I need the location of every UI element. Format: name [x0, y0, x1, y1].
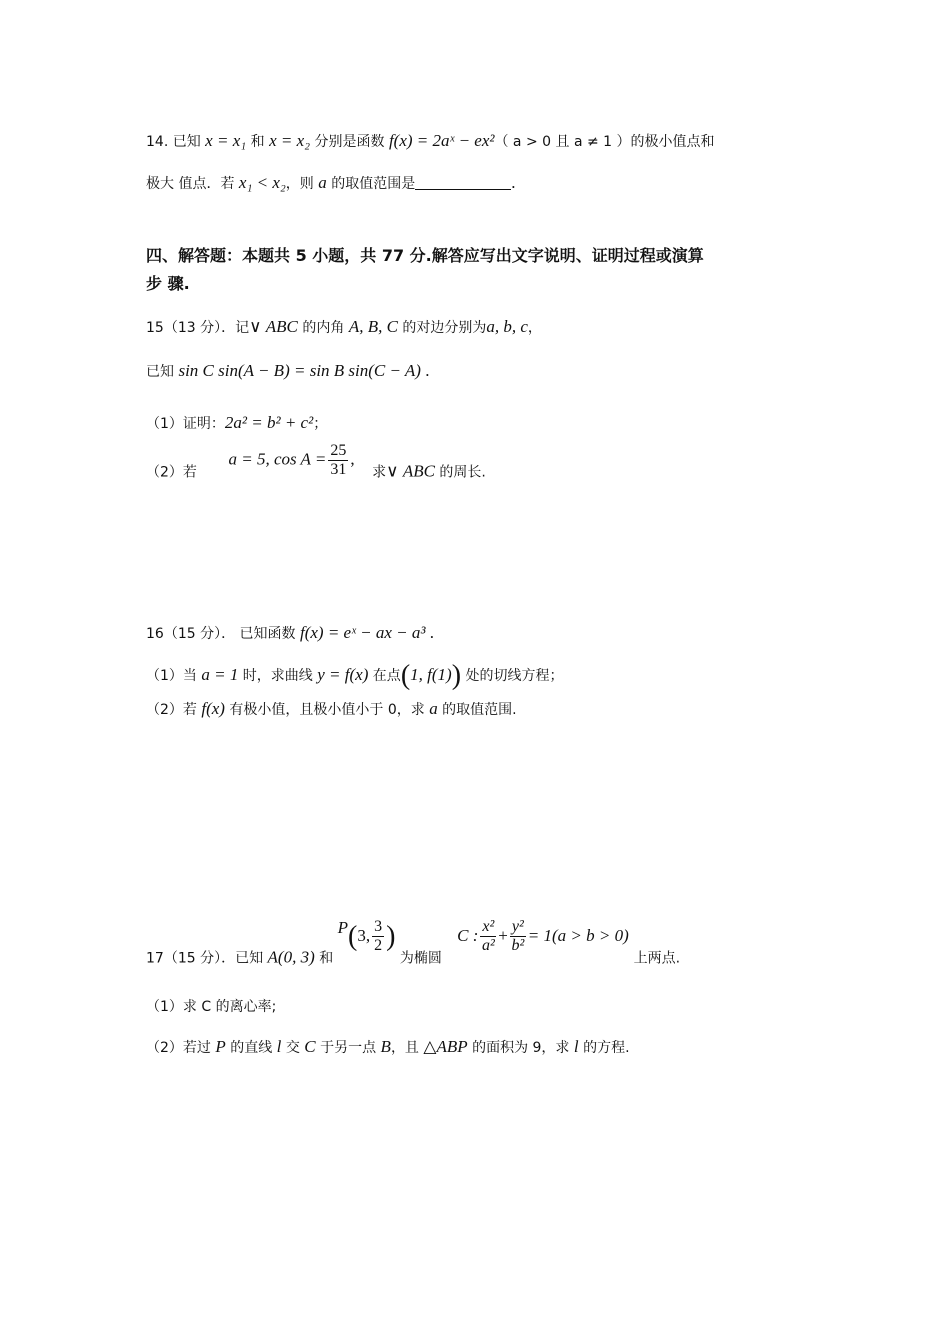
q15-given-equation: sin C sin(A − B) = sin B sin(C − A): [178, 361, 421, 380]
q15-part2-comma: ,: [350, 449, 355, 469]
q16-part1-end: 处的切线方程；: [461, 668, 564, 684]
q17-part2-mid5: 的面积为 9，求: [467, 1040, 574, 1056]
q17-part2-b: B: [380, 1037, 391, 1056]
q16-part1: （1）当 a = 1 时，求曲线 y = f(x) 在点(1, f(1)) 处的切线方程；: [146, 660, 564, 691]
q14-prefix: 14. 已知: [146, 134, 206, 150]
q17-part2: [146, 1038, 630, 1055]
q17-ellipse-c: C :: [457, 925, 479, 945]
q17-mid: 为椭圆: [395, 950, 447, 967]
q17-part2-c: C: [304, 1037, 316, 1056]
q15-part2-end: 的周长.: [434, 464, 486, 481]
q16-part2-label: （2）若: [146, 702, 202, 718]
q17-point-p-label: P: [337, 917, 349, 937]
q14-cond-x2: x = x₂: [269, 131, 311, 150]
q17-part2-l2: l: [573, 1037, 579, 1056]
q14-function: f(x) = 2aˣ − ex²: [388, 131, 495, 150]
q17-x-denominator: a²: [481, 937, 495, 954]
q16-part1-mid2: 在点: [368, 668, 401, 684]
q17-head-end: 上两点.: [633, 950, 681, 967]
q15-part2-condition: a = 5, cos A =: [228, 449, 327, 469]
q16-part1-label: （1）当: [146, 668, 202, 684]
q15-part1: [146, 414, 327, 431]
q15-given-end: .: [420, 361, 430, 380]
q17-point-p: P(3, $\frac{3}{2}$ ): [337, 917, 396, 954]
q17-and: 和: [314, 950, 338, 967]
q16-part2-var-a: a: [429, 699, 438, 718]
q15-fraction-denominator: 31: [330, 461, 347, 478]
q17-part2-p: P: [215, 1037, 226, 1056]
q15-number: 15（13 分）．记: [146, 320, 250, 336]
q16-part2: [146, 700, 517, 717]
q17-part2-mid1: 的直线: [225, 1040, 277, 1056]
q14-desc: 分别是函数: [310, 134, 389, 150]
q16-part2-function: f(x): [201, 699, 225, 718]
section-title-line1: 四、解答题：本题共 5 小题，共 77 分.解答应写出文字说明、证明过程或演算: [146, 246, 704, 265]
q14-line2-prefix: 极大 值点．若: [146, 176, 239, 192]
q15-angles: A, B, C: [348, 317, 398, 336]
q14-line2-mid: ，则: [285, 176, 319, 192]
q17-part2-end: 的方程.: [578, 1040, 630, 1056]
q14-line2-end: .: [511, 173, 516, 192]
q17-number: 17（15 分）．已知: [146, 950, 268, 967]
q17-part1: （1）求 C 的离心率;: [146, 999, 277, 1015]
q15-given-prefix: 已知: [146, 364, 179, 380]
q15-sides: a, b, c: [486, 317, 528, 336]
q17-point-p-x: 3,: [357, 925, 371, 945]
q15-head-end: ，: [527, 320, 542, 336]
q15-triangle: ∨ ABC: [249, 317, 298, 336]
q17-x-fraction: [480, 918, 496, 955]
q16-part2-end: 的取值范围.: [437, 702, 517, 718]
q16-curve: y = f(x): [317, 665, 369, 684]
q17-ellipse-equation: [457, 918, 629, 954]
q15-given: [146, 362, 429, 379]
q17-ellipse-rhs: = 1(a > b > 0): [527, 925, 629, 945]
q14-tail: 的极小值点和: [630, 134, 715, 150]
q17-part2-mid2: 交: [281, 1040, 305, 1056]
q17-part2-triangle: △ABP: [423, 1037, 468, 1056]
q17-part2-mid3: 于另一点: [315, 1040, 381, 1056]
q17-point-p-fraction: [372, 918, 384, 955]
q17-plus: +: [498, 925, 508, 945]
q16-number: 16（15 分）． 已知函数: [146, 626, 300, 642]
q14-line2-post: 的取值范围是: [326, 176, 416, 192]
q17-part2-l: l: [276, 1037, 282, 1056]
q14-and: 和: [246, 134, 270, 150]
q15-part1-equation: 2a² = b² + c²: [224, 413, 314, 432]
q16-function: f(x) = eˣ − ax − a³: [299, 623, 426, 642]
q17-point-a: A(0, 3): [267, 947, 315, 967]
q14-param: （ a > 0 且 a ≠ 1 ）: [494, 134, 631, 150]
q17-x-numerator: x²: [482, 918, 495, 935]
q14-cond-x1: x = x₁: [205, 131, 247, 150]
q16-point: 1, f(1): [410, 665, 452, 684]
q17-y-numerator: y²: [511, 918, 524, 935]
q15-part2-triangle: ∨ ABC: [386, 461, 435, 481]
q16-part2-mid: 有极小值，且极小值小于 0，求: [224, 702, 430, 718]
q14-inequality: x₁ < x₂: [238, 173, 286, 192]
q15-head: [146, 318, 542, 335]
q15-cos-fraction: [328, 442, 348, 479]
q16-head-end: .: [425, 623, 434, 642]
q14-line2: [146, 174, 515, 191]
q15-part2: [146, 442, 486, 480]
q15-head-mid2: 的对边分别为: [397, 320, 487, 336]
q16-part1-mid: 时，求曲线: [238, 668, 318, 684]
q15-part2-mid: 求: [372, 464, 387, 481]
q14-line1: [146, 132, 715, 149]
q15-part1-label: （1）证明：: [146, 416, 225, 432]
q17-part2-mid4: ，且: [390, 1040, 424, 1056]
q17-p-denominator: 2: [374, 937, 383, 954]
q15-part2-label: （2）若: [146, 464, 197, 481]
q17-part2-label: （2）若过: [146, 1040, 216, 1056]
q15-part1-end: ；: [313, 416, 328, 432]
q17-p-numerator: 3: [374, 918, 383, 935]
q16-part1-condition: a = 1: [201, 665, 239, 684]
q17-y-denominator: b²: [511, 937, 525, 954]
q15-head-mid: 的内角: [297, 320, 349, 336]
q16-head: [146, 624, 434, 641]
q15-fraction-numerator: 25: [330, 442, 347, 459]
q14-answer-blank[interactable]: [415, 175, 511, 190]
q14-var-a: a: [318, 173, 327, 192]
section-title-line2: 步 骤.: [146, 274, 190, 293]
q17-head: [146, 918, 680, 966]
q17-y-fraction: [510, 918, 526, 955]
